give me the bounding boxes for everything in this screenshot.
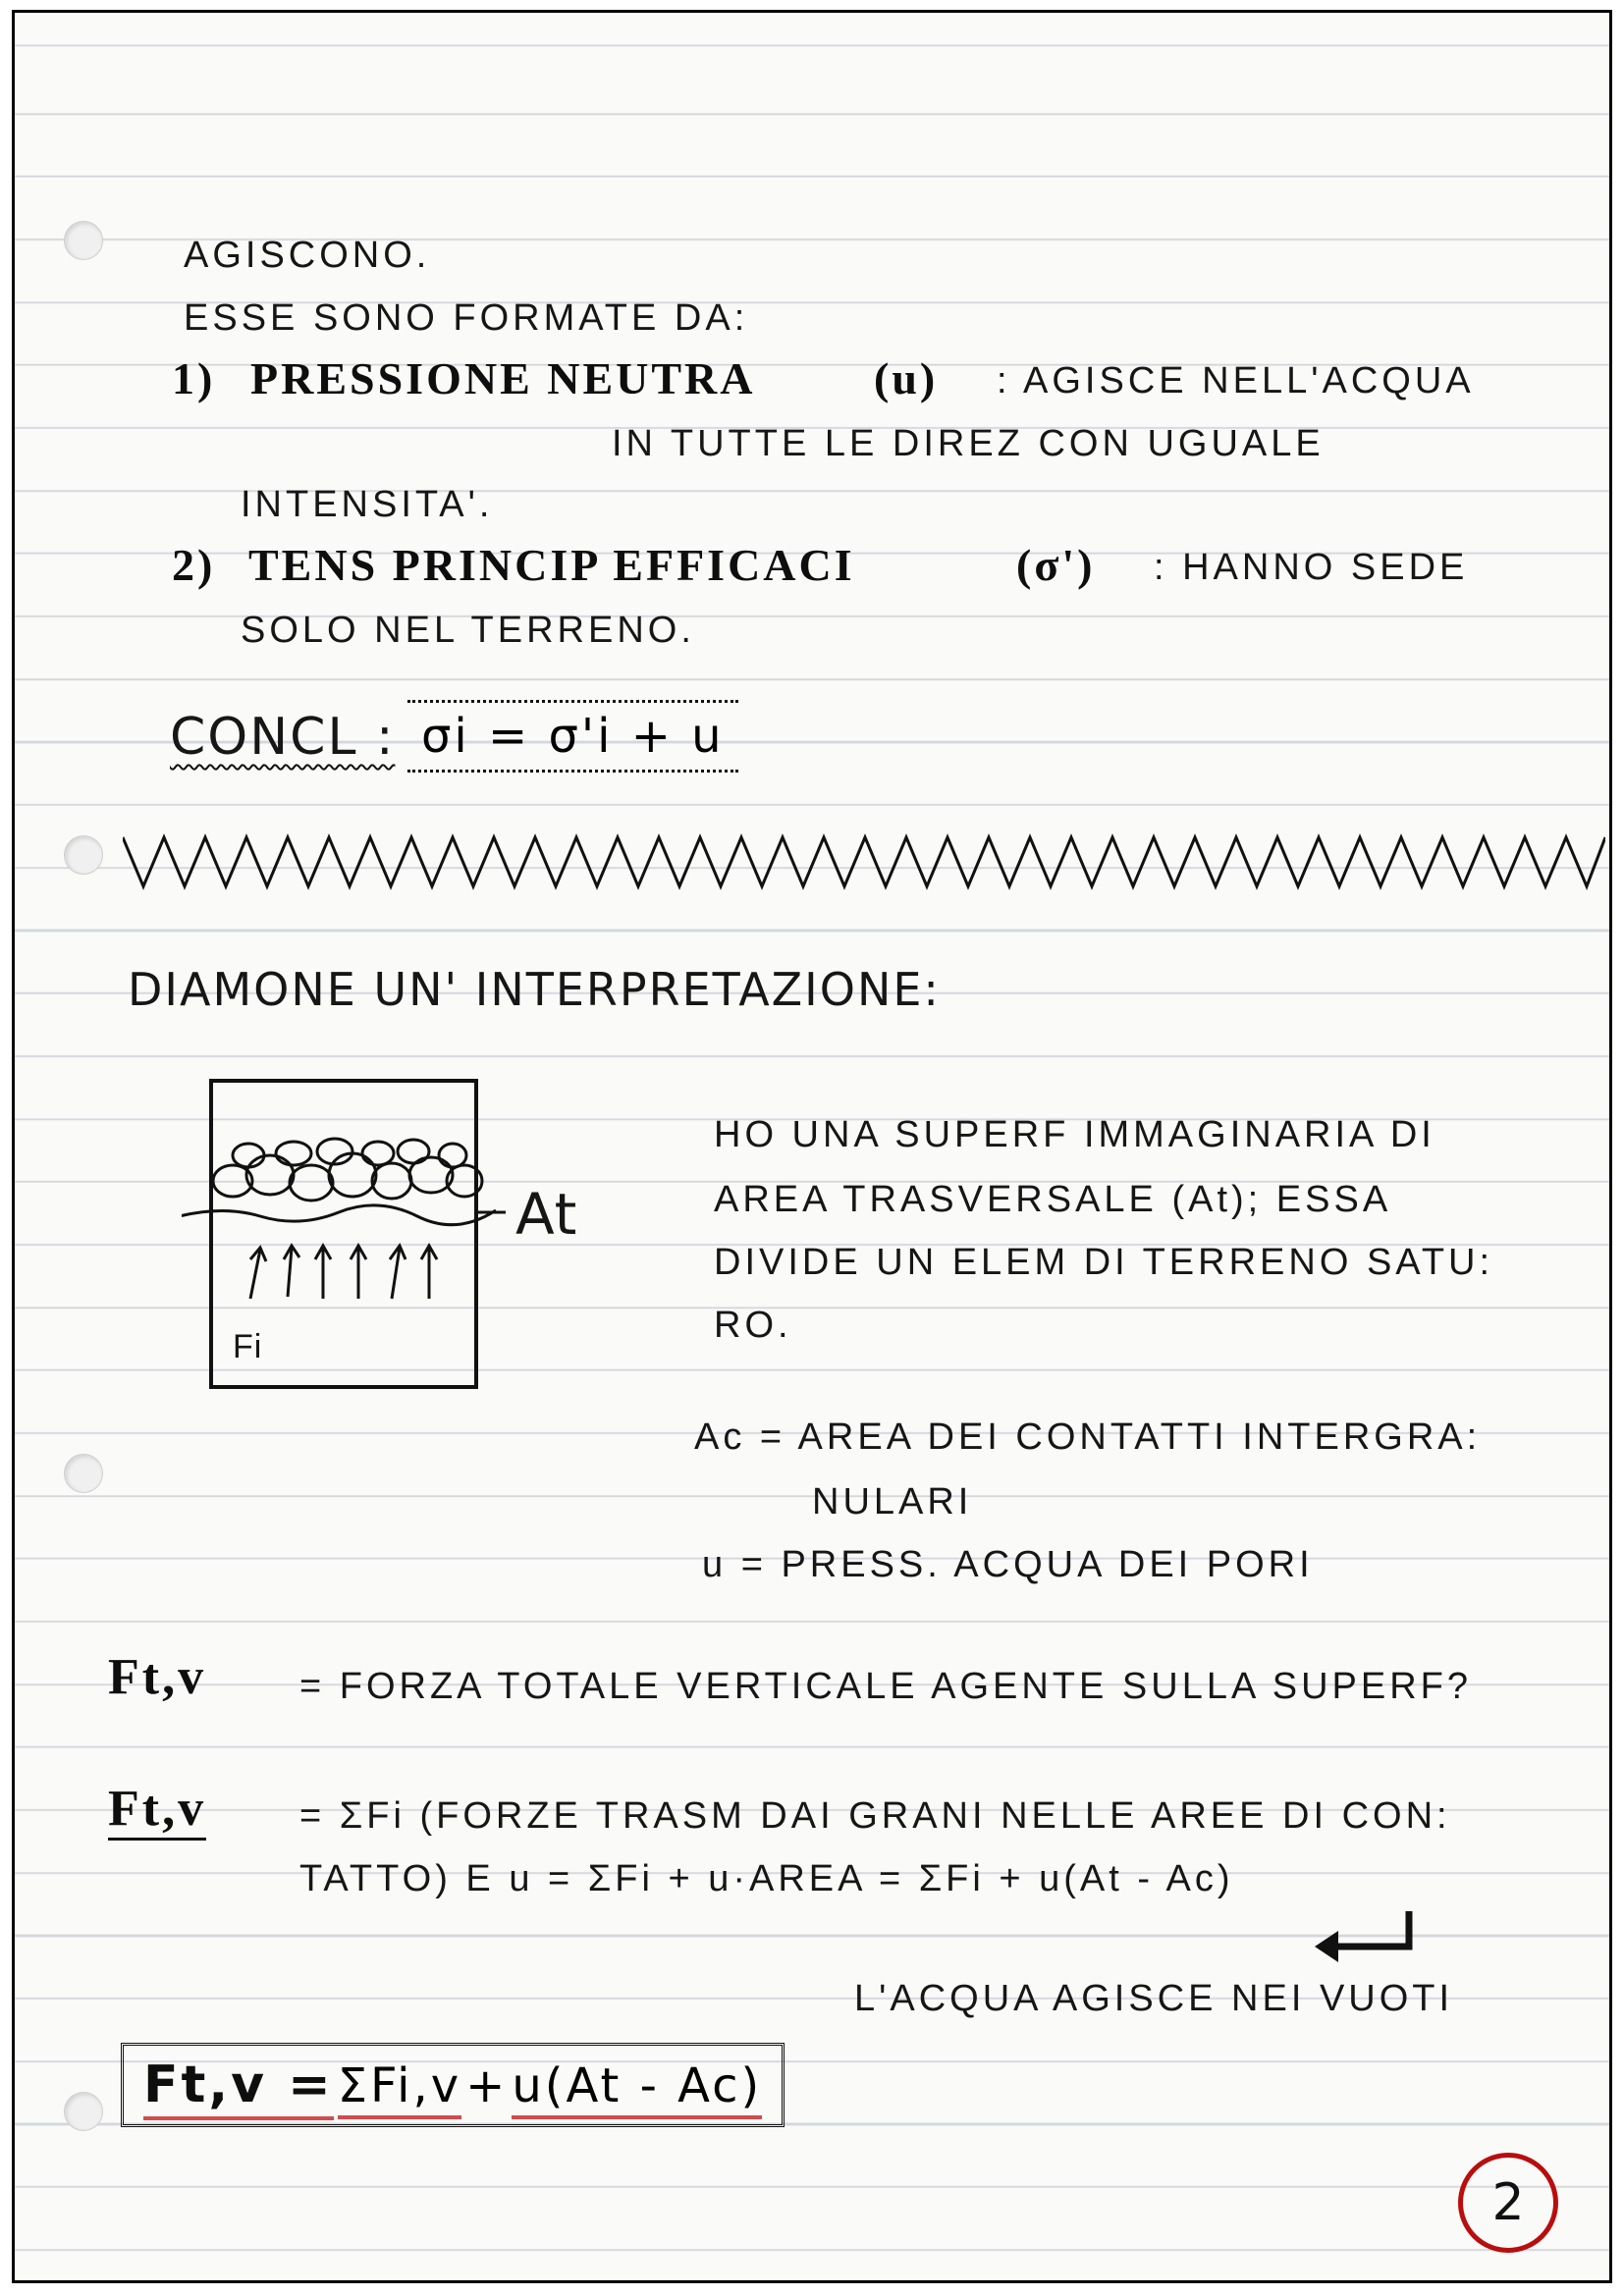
conclusion-formula: σi = σ'i + u — [421, 709, 725, 764]
force-arrows — [250, 1246, 437, 1299]
item-number: 2) — [172, 540, 216, 590]
notebook-page — [12, 10, 1612, 2283]
return-arrow-icon — [1311, 1907, 1429, 1976]
item-title: PRESSIONE NEUTRA — [250, 353, 756, 403]
text-line: SOLO NEL TERRENO. — [241, 610, 695, 651]
binder-hole — [64, 835, 103, 875]
final-sum: ΣFi,v — [338, 2058, 461, 2119]
binder-hole — [64, 221, 103, 260]
text-line: : HANNO SEDE — [1154, 547, 1469, 588]
force-symbol: Ft,v — [108, 1649, 207, 1705]
fi-label: Fi — [233, 1328, 263, 1365]
text-line: AGISCONO. — [184, 235, 431, 276]
force-symbol: Ft,v — [108, 1780, 206, 1841]
definition-ac: Ac = AREA DEI CONTATTI INTERGRA: — [694, 1416, 1482, 1458]
final-formula-box — [121, 2043, 785, 2127]
conclusion-formula-box — [407, 700, 738, 773]
page-number: 2 — [1458, 2153, 1558, 2253]
binder-hole — [64, 1454, 103, 1493]
text-line: INTENSITA'. — [241, 484, 494, 525]
section-heading: DIAMONE UN' INTERPRETAZIONE: — [128, 963, 941, 1016]
zigzag-divider — [123, 828, 1605, 896]
text-line: RO. — [714, 1305, 792, 1346]
at-label: At — [515, 1181, 578, 1248]
text-line: = FORZA TOTALE VERTICALE AGENTE SULLA SUPERF? — [299, 1666, 1473, 1707]
definition-u: u = PRESS. ACQUA DEI PORI — [702, 1544, 1314, 1585]
final-lhs: Ft,v = — [143, 2056, 334, 2120]
cut-surface-line — [182, 1205, 496, 1225]
final-plus: + — [465, 2058, 509, 2113]
text-line: : AGISCE NELL'ACQUA — [997, 360, 1475, 401]
item-symbol: (σ') — [1016, 540, 1096, 590]
binder-hole — [64, 2092, 103, 2131]
text-line: NULARI — [812, 1481, 973, 1522]
text-line: DIVIDE UN ELEM DI TERRENO SATU: — [714, 1242, 1494, 1283]
item-title: TENS PRINCIP EFFICACI — [248, 540, 855, 590]
soil-grains — [213, 1139, 482, 1201]
text-line: AREA TRASVERSALE (At); ESSA — [714, 1179, 1392, 1220]
note-text: L'ACQUA AGISCE NEI VUOTI — [854, 1978, 1454, 2019]
text-line: HO UNA SUPERF IMMAGINARIA DI — [714, 1114, 1435, 1155]
text-line: = ΣFi (FORZE TRASM DAI GRANI NELLE AREE DI CON: — [299, 1795, 1451, 1837]
text-line: ESSE SONO FORMATE DA: — [184, 297, 749, 339]
item-symbol: (u) — [874, 353, 939, 403]
final-u-term: u(At - Ac) — [512, 2058, 762, 2119]
text-line: IN TUTTE LE DIREZ CON UGUALE — [612, 423, 1325, 464]
text-line: TATTO) E u = ΣFi + u·AREA = ΣFi + u(At - Ac) — [299, 1858, 1234, 1899]
item-number: 1) — [172, 353, 216, 403]
conclusion-label: CONCL : — [170, 708, 396, 767]
